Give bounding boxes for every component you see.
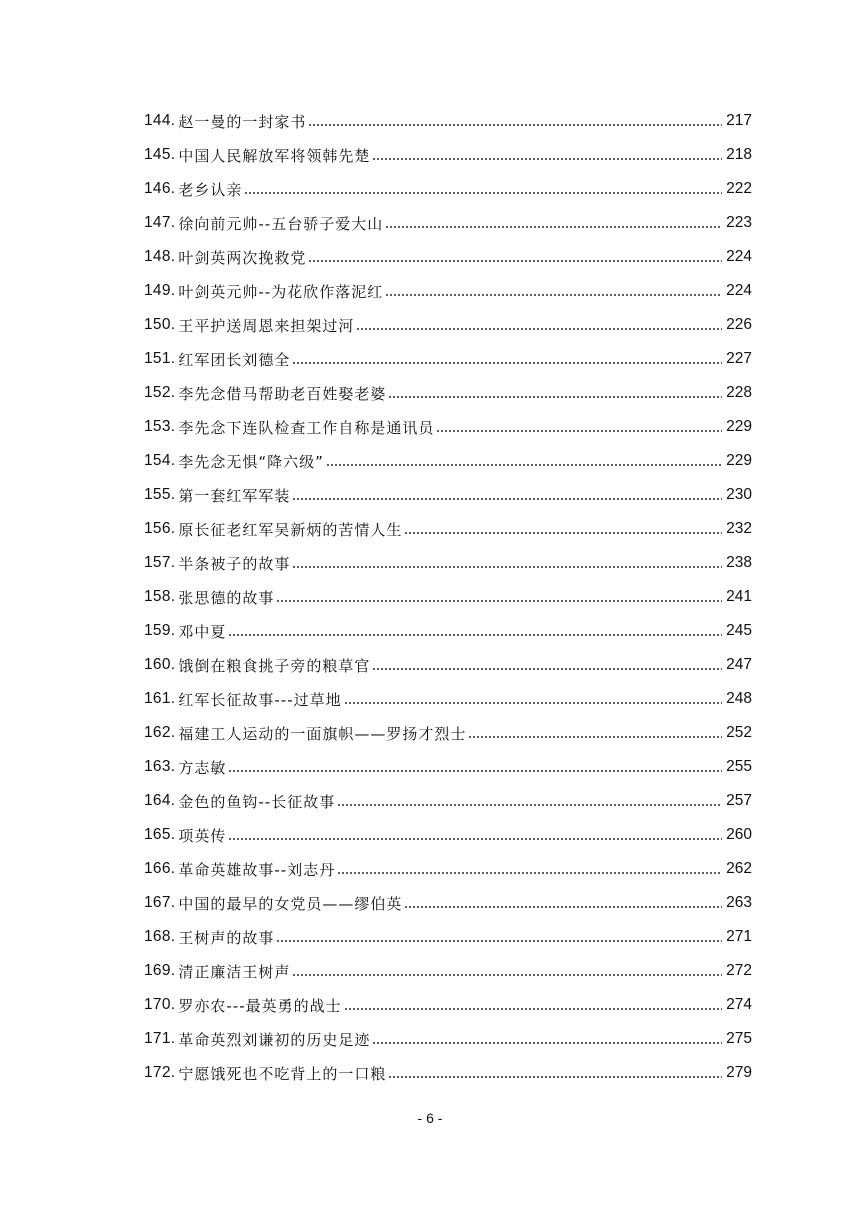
- toc-entry-page: 226: [726, 316, 752, 333]
- dot-leader: [436, 428, 722, 434]
- toc-entry-title: 李先念下连队检查工作自称是通讯员: [178, 418, 435, 437]
- toc-entry-title: 清正廉洁王树声: [178, 962, 291, 981]
- toc-entry-title: 徐向前元帅--五台骄子爱大山: [178, 214, 384, 233]
- dot-leader: [276, 598, 722, 604]
- toc-entry[interactable]: [144, 682, 752, 716]
- dot-leader: [372, 1040, 722, 1046]
- toc-entry-page: 275: [726, 1030, 752, 1047]
- dot-leader: [228, 836, 722, 842]
- toc-entry-page: 274: [726, 996, 752, 1013]
- toc-entry-number: 168.: [144, 928, 176, 945]
- toc-entry-title: 金色的鱼钩--长征故事: [178, 792, 336, 811]
- toc-entry-number: 159.: [144, 622, 176, 639]
- toc-entry[interactable]: [144, 886, 752, 920]
- dot-leader: [388, 1074, 722, 1080]
- toc-entry[interactable]: [144, 342, 752, 376]
- toc-entry-title: 革命英雄故事--刘志丹: [178, 860, 336, 879]
- toc-entry-title: 中国的最早的女党员——缪伯英: [178, 894, 403, 913]
- toc-entry-number: 146.: [144, 180, 176, 197]
- toc-entry[interactable]: [144, 410, 752, 444]
- toc-entry-title: 红军长征故事---过草地: [178, 690, 342, 709]
- toc-entry[interactable]: [144, 614, 752, 648]
- toc-entry-page: 224: [726, 282, 752, 299]
- toc-entry-number: 156.: [144, 520, 176, 537]
- toc-entry[interactable]: [144, 138, 752, 172]
- toc-entry-number: 152.: [144, 384, 176, 401]
- dot-leader: [404, 904, 722, 910]
- dot-leader: [344, 1006, 722, 1012]
- toc-entry-title: 宁愿饿死也不吃背上的一口粮: [178, 1064, 387, 1083]
- toc-entry-title: 李先念无惧“降六级”: [178, 452, 324, 471]
- toc-entry-title: 张思德的故事: [178, 588, 275, 607]
- toc-entry-title: 中国人民解放军将领韩先楚: [178, 146, 371, 165]
- toc-entry-page: 224: [726, 248, 752, 265]
- dot-leader: [337, 802, 722, 808]
- toc-entry-title: 饿倒在粮食挑子旁的粮草官: [178, 656, 371, 675]
- dot-leader: [308, 258, 722, 264]
- toc-entry-number: 172.: [144, 1064, 176, 1081]
- toc-entry-title: 方志敏: [178, 758, 227, 777]
- toc-entry-page: 238: [726, 554, 752, 571]
- toc-entry-number: 161.: [144, 690, 176, 707]
- dot-leader: [292, 360, 722, 366]
- toc-entry-number: 158.: [144, 588, 176, 605]
- dot-leader: [372, 666, 722, 672]
- toc-entry-page: 218: [726, 146, 752, 163]
- toc-entry-title: 福建工人运动的一面旗帜——罗扬才烈士: [178, 724, 467, 743]
- toc-entry-page: 262: [726, 860, 752, 877]
- toc-entry-page: 222: [726, 180, 752, 197]
- toc-entry[interactable]: [144, 478, 752, 512]
- toc-entry[interactable]: [144, 444, 752, 478]
- toc-entry-title: 叶剑英两次挽救党: [178, 248, 307, 267]
- dot-leader: [292, 564, 722, 570]
- toc-entry[interactable]: [144, 546, 752, 580]
- toc-entry-page: 228: [726, 384, 752, 401]
- toc-entry-page: 229: [726, 418, 752, 435]
- toc-entry-number: 154.: [144, 452, 176, 469]
- toc-entry-page: 247: [726, 656, 752, 673]
- toc-entry-number: 147.: [144, 214, 176, 231]
- toc-entry-title: 革命英烈刘谦初的历史足迹: [178, 1030, 371, 1049]
- toc-entry[interactable]: [144, 172, 752, 206]
- toc-entry-number: 162.: [144, 724, 176, 741]
- toc-entry[interactable]: [144, 580, 752, 614]
- dot-leader: [292, 972, 722, 978]
- toc-entry[interactable]: [144, 818, 752, 852]
- dot-leader: [385, 292, 722, 298]
- dot-leader: [344, 700, 722, 706]
- toc-entry-title: 李先念借马帮助老百姓娶老婆: [178, 384, 387, 403]
- toc-entry-title: 王平护送周恩来担架过河: [178, 316, 355, 335]
- toc-entry-title: 原长征老红军吴新炳的苦情人生: [178, 520, 403, 539]
- toc-entry-number: 165.: [144, 826, 176, 843]
- toc-entry[interactable]: [144, 716, 752, 750]
- toc-entry-page: 230: [726, 486, 752, 503]
- toc-entry[interactable]: [144, 750, 752, 784]
- toc-entry[interactable]: [144, 206, 752, 240]
- toc-entry-page: 248: [726, 690, 752, 707]
- toc-entry-number: 153.: [144, 418, 176, 435]
- toc-entry-number: 157.: [144, 554, 176, 571]
- toc-entry[interactable]: [144, 274, 752, 308]
- toc-entry-number: 144.: [144, 112, 176, 129]
- toc-entry-title: 叶剑英元帅--为花欣作落泥红: [178, 282, 384, 301]
- toc-entry-page: 229: [726, 452, 752, 469]
- dot-leader: [385, 224, 722, 230]
- toc-entry[interactable]: [144, 1022, 752, 1056]
- dot-leader: [468, 734, 722, 740]
- toc-entry[interactable]: [144, 308, 752, 342]
- toc-entry-number: 163.: [144, 758, 176, 775]
- toc-entry-number: 169.: [144, 962, 176, 979]
- dot-leader: [372, 156, 722, 162]
- toc-entry-title: 半条被子的故事: [178, 554, 291, 573]
- dot-leader: [388, 394, 722, 400]
- toc-entry-page: 263: [726, 894, 752, 911]
- dot-leader: [244, 190, 722, 196]
- toc-entry-title: 赵一曼的一封家书: [178, 112, 307, 131]
- toc-entry[interactable]: [144, 784, 752, 818]
- dot-leader: [228, 632, 722, 638]
- toc-entry-number: 148.: [144, 248, 176, 265]
- toc-entry-title: 王树声的故事: [178, 928, 275, 947]
- toc-entry-page: 227: [726, 350, 752, 367]
- toc-entry-title: 老乡认亲: [178, 180, 243, 199]
- toc-entry-title: 项英传: [178, 826, 227, 845]
- toc-entry[interactable]: [144, 240, 752, 274]
- toc-entry-number: 155.: [144, 486, 176, 503]
- toc-entry-title: 罗亦农---最英勇的战士: [178, 996, 342, 1015]
- dot-leader: [326, 462, 722, 468]
- toc-entry-number: 166.: [144, 860, 176, 877]
- toc-entry-page: 217: [726, 112, 752, 129]
- dot-leader: [228, 768, 722, 774]
- dot-leader: [292, 496, 722, 502]
- toc-entry-page: 255: [726, 758, 752, 775]
- toc-entry-number: 164.: [144, 792, 176, 809]
- toc-entry-number: 171.: [144, 1030, 176, 1047]
- toc-entry-page: 260: [726, 826, 752, 843]
- toc-entry-number: 160.: [144, 656, 176, 673]
- toc-entry[interactable]: [144, 1056, 752, 1090]
- table-of-contents: [144, 104, 752, 1090]
- toc-entry-title: 红军团长刘德全: [178, 350, 291, 369]
- toc-entry[interactable]: [144, 376, 752, 410]
- toc-entry-page: 241: [726, 588, 752, 605]
- toc-entry-title: 邓中夏: [178, 622, 227, 641]
- toc-entry[interactable]: [144, 988, 752, 1022]
- toc-entry[interactable]: [144, 512, 752, 546]
- toc-entry-number: 145.: [144, 146, 176, 163]
- toc-entry-page: 232: [726, 520, 752, 537]
- toc-entry-page: 272: [726, 962, 752, 979]
- dot-leader: [337, 870, 722, 876]
- toc-entry-page: 252: [726, 724, 752, 741]
- toc-entry-page: 279: [726, 1064, 752, 1081]
- page-number-footer: - 6 -: [417, 1110, 443, 1126]
- toc-entry-number: 150.: [144, 316, 176, 333]
- toc-entry-page: 223: [726, 214, 752, 231]
- toc-entry[interactable]: [144, 852, 752, 886]
- toc-entry-page: 245: [726, 622, 752, 639]
- dot-leader: [276, 938, 722, 944]
- toc-entry[interactable]: [144, 920, 752, 954]
- dot-leader: [404, 530, 722, 536]
- toc-entry-page: 257: [726, 792, 752, 809]
- dot-leader: [308, 122, 722, 128]
- toc-entry-number: 149.: [144, 282, 176, 299]
- toc-entry-page: 271: [726, 928, 752, 945]
- toc-entry-title: 第一套红军军装: [178, 486, 291, 505]
- dot-leader: [356, 326, 722, 332]
- toc-entry[interactable]: [144, 104, 752, 138]
- toc-entry-number: 167.: [144, 894, 176, 911]
- toc-entry[interactable]: [144, 954, 752, 988]
- toc-entry-number: 151.: [144, 350, 176, 367]
- toc-entry[interactable]: [144, 648, 752, 682]
- toc-entry-number: 170.: [144, 996, 176, 1013]
